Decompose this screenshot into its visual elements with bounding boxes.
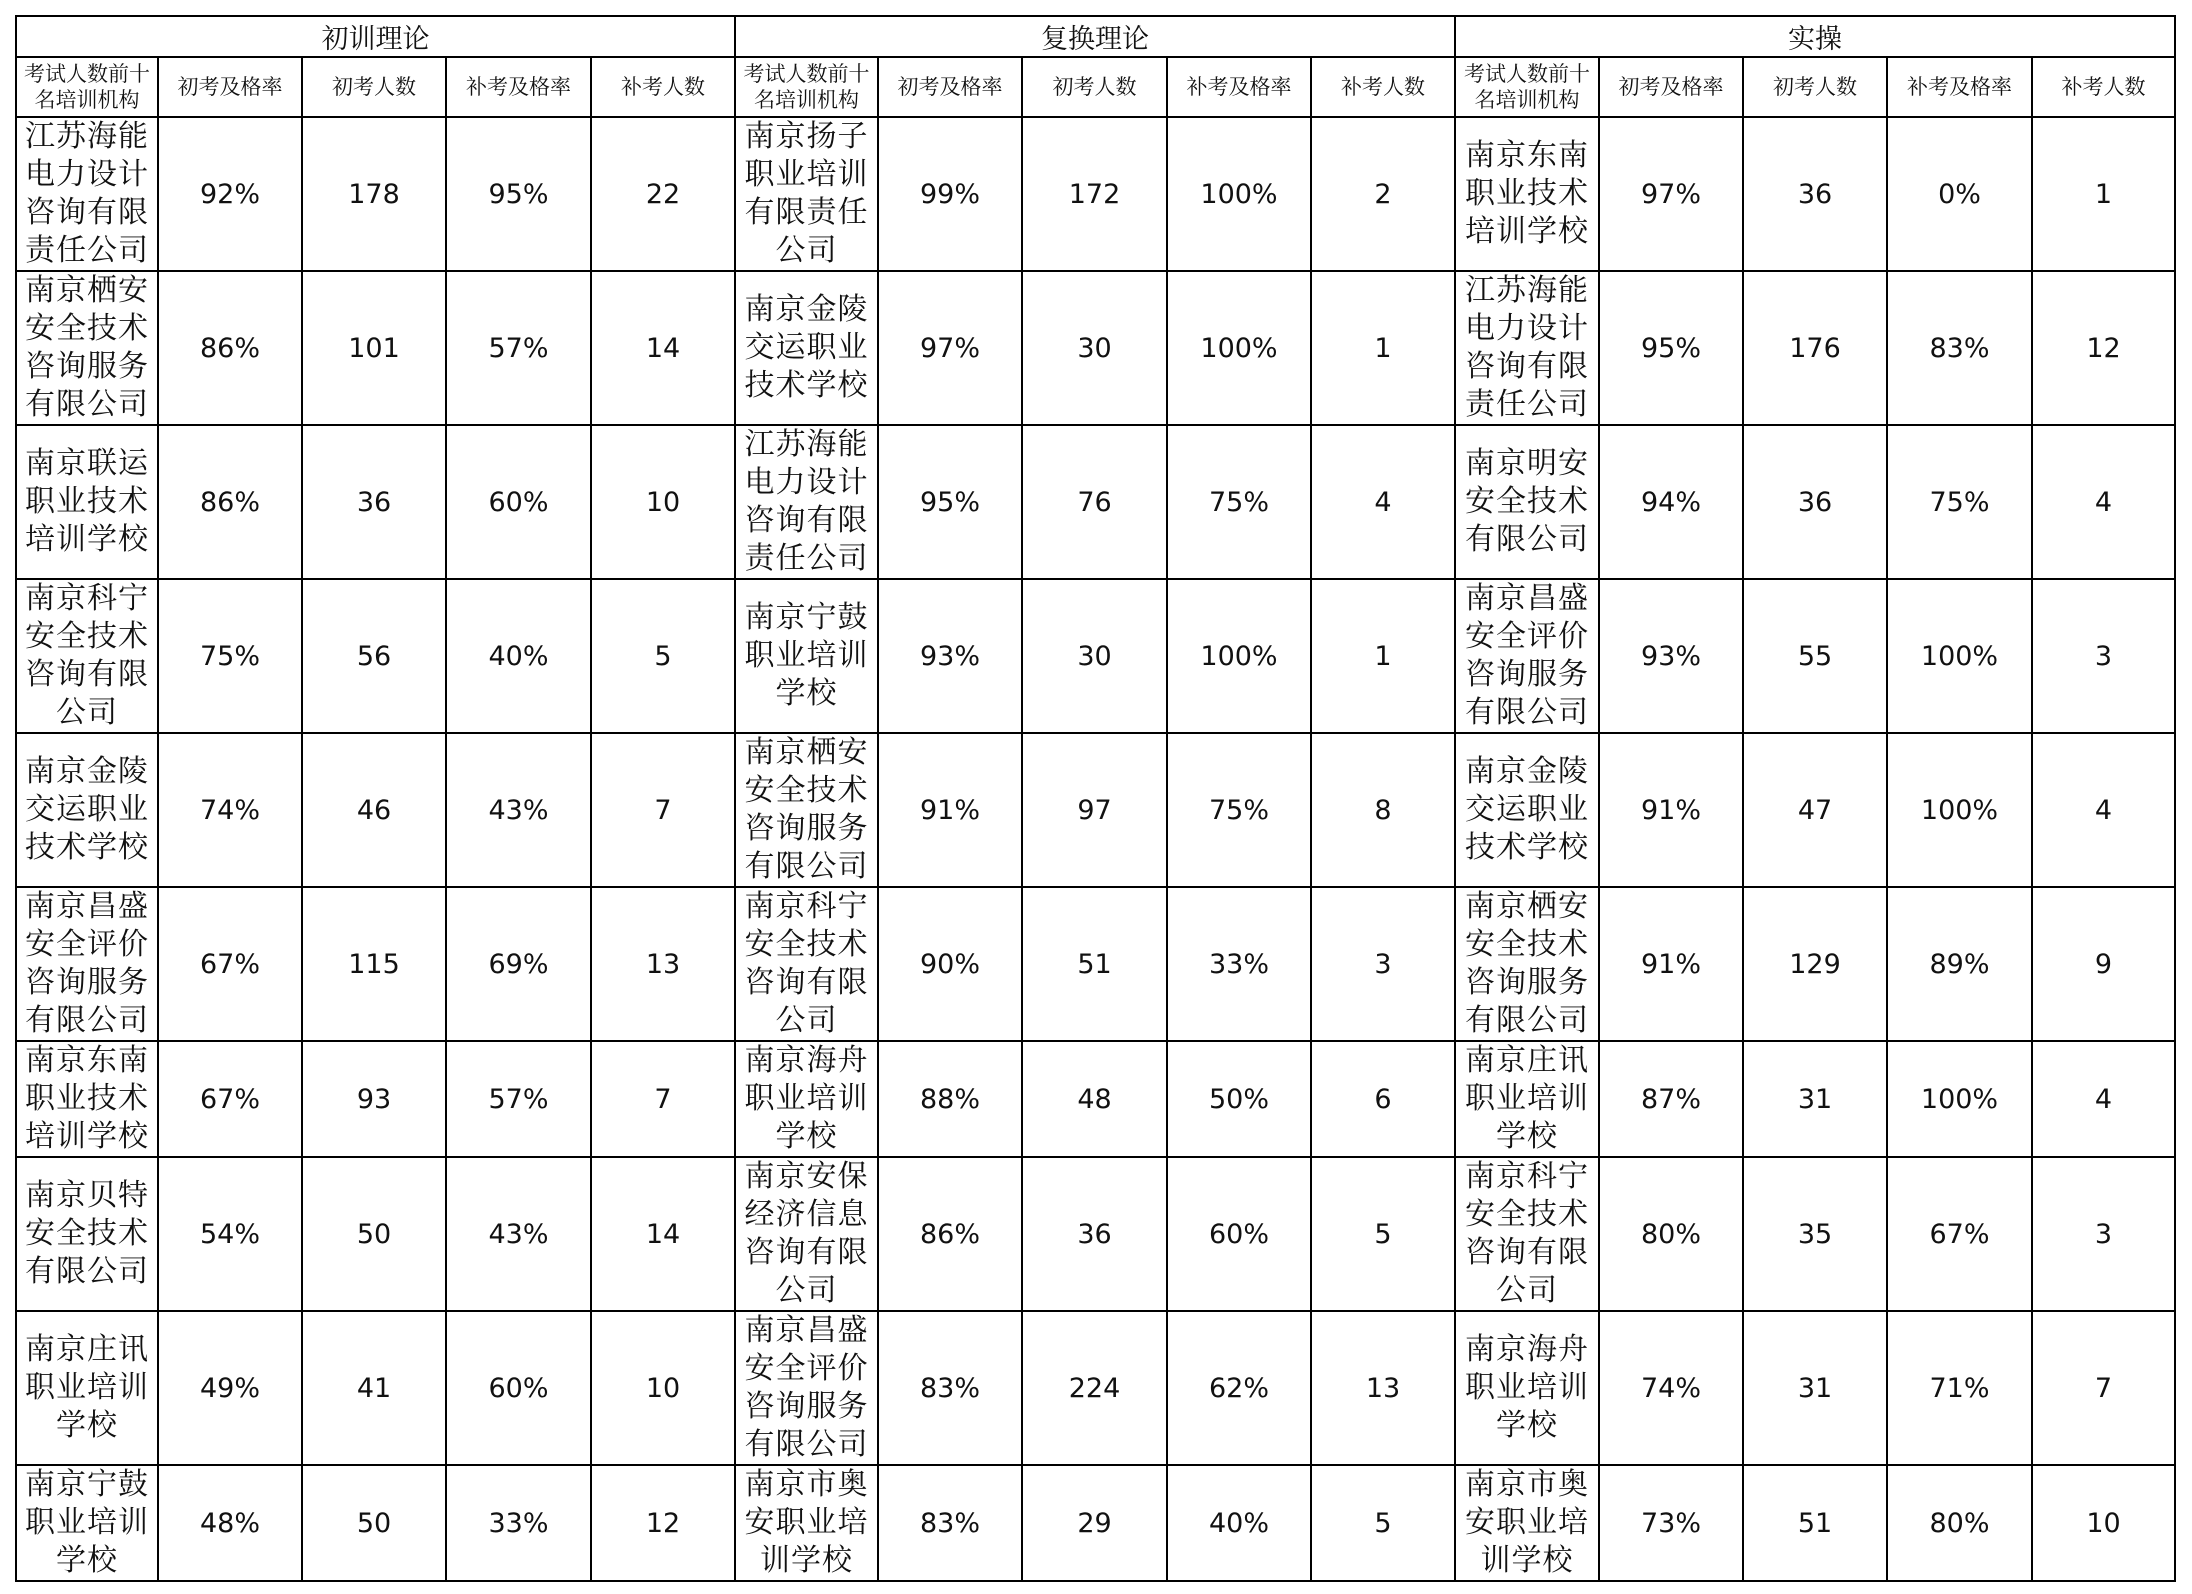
header-retake-pass-rate: 补考及格率 [446,57,591,117]
retake-pass-rate-cell: 83% [1887,271,2032,425]
first-pass-rate-cell: 87% [1599,1041,1743,1157]
first-count-cell: 97 [1022,733,1167,887]
retake-count-cell: 10 [591,1311,735,1465]
retake-count-cell: 2 [1311,117,1455,271]
retake-count-cell: 3 [2032,579,2175,733]
table-row [16,425,2175,579]
first-pass-rate-cell: 88% [878,1041,1022,1157]
header-institution: 考试人数前十名培训机构 [16,57,158,117]
header-first-pass-rate: 初考及格率 [158,57,302,117]
institution-cell: 南京科宁安全技术咨询有限公司 [1455,1157,1599,1311]
retake-count-cell: 5 [591,579,735,733]
first-pass-rate-cell: 95% [1599,271,1743,425]
first-pass-rate-cell: 75% [158,579,302,733]
institution-cell: 南京市奥安职业培训学校 [1455,1465,1599,1581]
retake-pass-rate-cell: 95% [446,117,591,271]
retake-pass-rate-cell: 69% [446,887,591,1041]
retake-count-cell: 7 [591,1041,735,1157]
first-pass-rate-cell: 83% [878,1465,1022,1581]
header-first-count: 初考人数 [1022,57,1167,117]
group-header-row [16,16,2175,57]
retake-pass-rate-cell: 60% [1167,1157,1311,1311]
first-count-cell: 76 [1022,425,1167,579]
retake-count-cell: 14 [591,271,735,425]
first-count-cell: 50 [302,1157,446,1311]
retake-count-cell: 7 [2032,1311,2175,1465]
retake-count-cell: 7 [591,733,735,887]
first-count-cell: 55 [1743,579,1887,733]
first-count-cell: 30 [1022,579,1167,733]
first-pass-rate-cell: 97% [878,271,1022,425]
institution-cell: 南京栖安安全技术咨询服务有限公司 [1455,887,1599,1041]
first-count-cell: 48 [1022,1041,1167,1157]
header-institution: 考试人数前十名培训机构 [735,57,878,117]
retake-count-cell: 1 [1311,579,1455,733]
first-count-cell: 51 [1743,1465,1887,1581]
institution-cell: 南京市奥安职业培训学校 [735,1465,878,1581]
first-pass-rate-cell: 74% [1599,1311,1743,1465]
retake-pass-rate-cell: 33% [1167,887,1311,1041]
first-pass-rate-cell: 97% [1599,117,1743,271]
first-count-cell: 93 [302,1041,446,1157]
table-row [16,579,2175,733]
retake-count-cell: 4 [1311,425,1455,579]
retake-count-cell: 1 [1311,271,1455,425]
first-pass-rate-cell: 86% [158,425,302,579]
first-pass-rate-cell: 91% [1599,887,1743,1041]
retake-count-cell: 5 [1311,1157,1455,1311]
retake-pass-rate-cell: 75% [1167,733,1311,887]
retake-pass-rate-cell: 43% [446,733,591,887]
first-pass-rate-cell: 48% [158,1465,302,1581]
institution-cell: 南京海舟职业培训学校 [1455,1311,1599,1465]
retake-count-cell: 8 [1311,733,1455,887]
first-pass-rate-cell: 93% [1599,579,1743,733]
retake-pass-rate-cell: 75% [1167,425,1311,579]
retake-pass-rate-cell: 89% [1887,887,2032,1041]
first-pass-rate-cell: 93% [878,579,1022,733]
first-count-cell: 41 [302,1311,446,1465]
retake-pass-rate-cell: 67% [1887,1157,2032,1311]
retake-pass-rate-cell: 33% [446,1465,591,1581]
retake-pass-rate-cell: 57% [446,1041,591,1157]
first-count-cell: 47 [1743,733,1887,887]
header-retake-pass-rate: 补考及格率 [1887,57,2032,117]
institution-cell: 南京庄讯职业培训学校 [1455,1041,1599,1157]
first-count-cell: 56 [302,579,446,733]
first-pass-rate-cell: 74% [158,733,302,887]
institution-cell: 南京栖安安全技术咨询服务有限公司 [16,271,158,425]
retake-pass-rate-cell: 62% [1167,1311,1311,1465]
table-row [16,1311,2175,1465]
table-row [16,1465,2175,1581]
first-pass-rate-cell: 54% [158,1157,302,1311]
group-title-practical: 实操 [1455,16,2175,57]
first-pass-rate-cell: 86% [878,1157,1022,1311]
first-pass-rate-cell: 92% [158,117,302,271]
retake-count-cell: 9 [2032,887,2175,1041]
retake-count-cell: 1 [2032,117,2175,271]
institution-cell: 南京贝特安全技术有限公司 [16,1157,158,1311]
retake-count-cell: 12 [591,1465,735,1581]
exam-stats-table [15,15,2176,1582]
institution-cell: 南京联运职业技术培训学校 [16,425,158,579]
first-count-cell: 129 [1743,887,1887,1041]
institution-cell: 南京昌盛安全评价咨询服务有限公司 [16,887,158,1041]
retake-pass-rate-cell: 100% [1167,117,1311,271]
retake-count-cell: 22 [591,117,735,271]
first-count-cell: 46 [302,733,446,887]
institution-cell: 南京安保经济信息咨询有限公司 [735,1157,878,1311]
header-institution: 考试人数前十名培训机构 [1455,57,1599,117]
retake-count-cell: 10 [2032,1465,2175,1581]
institution-cell: 南京科宁安全技术咨询有限公司 [16,579,158,733]
retake-pass-rate-cell: 40% [446,579,591,733]
first-pass-rate-cell: 67% [158,1041,302,1157]
retake-pass-rate-cell: 60% [446,425,591,579]
first-pass-rate-cell: 83% [878,1311,1022,1465]
retake-pass-rate-cell: 57% [446,271,591,425]
first-count-cell: 224 [1022,1311,1167,1465]
first-pass-rate-cell: 86% [158,271,302,425]
group-title-initial-theory: 初训理论 [16,16,735,57]
first-count-cell: 35 [1743,1157,1887,1311]
first-pass-rate-cell: 91% [1599,733,1743,887]
institution-cell: 南京昌盛安全评价咨询服务有限公司 [1455,579,1599,733]
retake-count-cell: 3 [2032,1157,2175,1311]
first-pass-rate-cell: 80% [1599,1157,1743,1311]
institution-cell: 南京科宁安全技术咨询有限公司 [735,887,878,1041]
institution-cell: 南京金陵交运职业技术学校 [735,271,878,425]
first-pass-rate-cell: 94% [1599,425,1743,579]
header-retake-pass-rate: 补考及格率 [1167,57,1311,117]
first-count-cell: 172 [1022,117,1167,271]
table-body [16,117,2175,1581]
header-first-count: 初考人数 [1743,57,1887,117]
institution-cell: 南京东南职业技术培训学校 [16,1041,158,1157]
first-count-cell: 178 [302,117,446,271]
retake-count-cell: 5 [1311,1465,1455,1581]
header-first-pass-rate: 初考及格率 [878,57,1022,117]
institution-cell: 南京明安安全技术有限公司 [1455,425,1599,579]
first-count-cell: 31 [1743,1041,1887,1157]
institution-cell: 南京栖安安全技术咨询服务有限公司 [735,733,878,887]
institution-cell: 南京宁鼓职业培训学校 [735,579,878,733]
first-count-cell: 36 [1022,1157,1167,1311]
retake-pass-rate-cell: 50% [1167,1041,1311,1157]
header-first-count: 初考人数 [302,57,446,117]
first-count-cell: 51 [1022,887,1167,1041]
institution-cell: 南京金陵交运职业技术学校 [16,733,158,887]
table-row [16,887,2175,1041]
first-pass-rate-cell: 99% [878,117,1022,271]
retake-count-cell: 6 [1311,1041,1455,1157]
table-row [16,117,2175,271]
institution-cell: 南京金陵交运职业技术学校 [1455,733,1599,887]
first-pass-rate-cell: 49% [158,1311,302,1465]
retake-count-cell: 4 [2032,733,2175,887]
retake-pass-rate-cell: 71% [1887,1311,2032,1465]
header-retake-count: 补考人数 [591,57,735,117]
table-row [16,733,2175,887]
table-row [16,271,2175,425]
first-count-cell: 29 [1022,1465,1167,1581]
first-count-cell: 50 [302,1465,446,1581]
institution-cell: 江苏海能电力设计咨询有限责任公司 [1455,271,1599,425]
first-pass-rate-cell: 90% [878,887,1022,1041]
column-header-row [16,57,2175,117]
retake-pass-rate-cell: 60% [446,1311,591,1465]
institution-cell: 南京东南职业技术培训学校 [1455,117,1599,271]
group-title-renewal-theory: 复换理论 [735,16,1455,57]
first-count-cell: 30 [1022,271,1167,425]
institution-cell: 南京庄讯职业培训学校 [16,1311,158,1465]
retake-count-cell: 12 [2032,271,2175,425]
table-row [16,1157,2175,1311]
header-retake-count: 补考人数 [1311,57,1455,117]
retake-pass-rate-cell: 100% [1887,579,2032,733]
institution-cell: 江苏海能电力设计咨询有限责任公司 [16,117,158,271]
retake-pass-rate-cell: 100% [1887,733,2032,887]
institution-cell: 南京海舟职业培训学校 [735,1041,878,1157]
retake-count-cell: 13 [591,887,735,1041]
retake-pass-rate-cell: 75% [1887,425,2032,579]
first-count-cell: 176 [1743,271,1887,425]
first-count-cell: 101 [302,271,446,425]
retake-count-cell: 14 [591,1157,735,1311]
first-pass-rate-cell: 73% [1599,1465,1743,1581]
retake-count-cell: 3 [1311,887,1455,1041]
first-count-cell: 31 [1743,1311,1887,1465]
first-count-cell: 36 [1743,425,1887,579]
first-pass-rate-cell: 91% [878,733,1022,887]
header-first-pass-rate: 初考及格率 [1599,57,1743,117]
first-count-cell: 36 [302,425,446,579]
retake-count-cell: 4 [2032,1041,2175,1157]
retake-pass-rate-cell: 100% [1887,1041,2032,1157]
table-row [16,1041,2175,1157]
retake-pass-rate-cell: 100% [1167,271,1311,425]
retake-count-cell: 10 [591,425,735,579]
header-retake-count: 补考人数 [2032,57,2175,117]
retake-pass-rate-cell: 80% [1887,1465,2032,1581]
retake-pass-rate-cell: 100% [1167,579,1311,733]
first-count-cell: 36 [1743,117,1887,271]
first-count-cell: 115 [302,887,446,1041]
institution-cell: 南京宁鼓职业培训学校 [16,1465,158,1581]
institution-cell: 南京昌盛安全评价咨询服务有限公司 [735,1311,878,1465]
institution-cell: 江苏海能电力设计咨询有限责任公司 [735,425,878,579]
retake-pass-rate-cell: 0% [1887,117,2032,271]
first-pass-rate-cell: 67% [158,887,302,1041]
retake-pass-rate-cell: 40% [1167,1465,1311,1581]
retake-pass-rate-cell: 43% [446,1157,591,1311]
institution-cell: 南京扬子职业培训有限责任公司 [735,117,878,271]
first-pass-rate-cell: 95% [878,425,1022,579]
retake-count-cell: 13 [1311,1311,1455,1465]
retake-count-cell: 4 [2032,425,2175,579]
